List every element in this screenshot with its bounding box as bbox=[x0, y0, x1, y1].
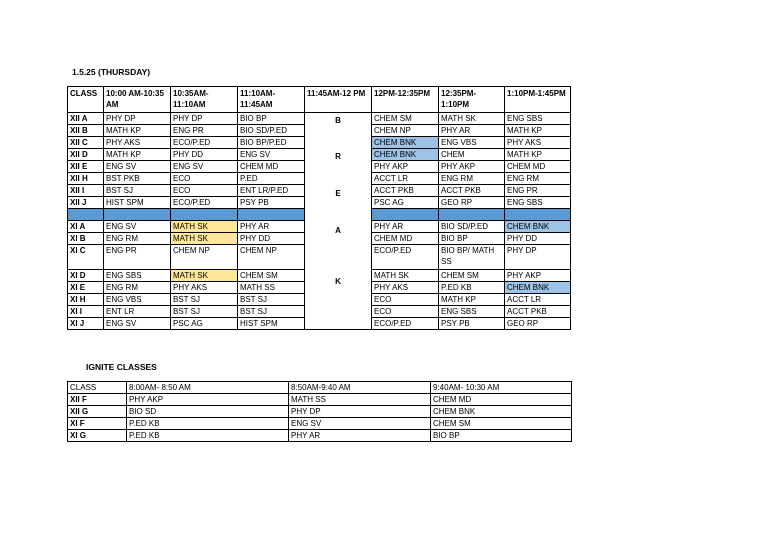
class-cell: XII B bbox=[68, 125, 104, 137]
column-header: 11:45AM-12 PM bbox=[305, 87, 372, 113]
period-cell: MATH SK bbox=[372, 270, 439, 282]
period-cell: PHY AKS bbox=[104, 137, 171, 149]
header-row bbox=[68, 87, 571, 113]
period-cell: BIO SD/P.ED bbox=[238, 125, 305, 137]
period-cell: ECO bbox=[372, 294, 439, 306]
period-cell: ENG VBS bbox=[104, 294, 171, 306]
period-cell: PHY AR bbox=[238, 221, 305, 233]
period-cell: CHEM SM bbox=[439, 270, 505, 282]
column-header: 8:00AM- 8:50 AM bbox=[127, 382, 289, 394]
class-cell: XII C bbox=[68, 137, 104, 149]
separator-cell bbox=[439, 209, 505, 221]
column-header: 12PM-12:35PM bbox=[372, 87, 439, 113]
table-row bbox=[68, 418, 572, 430]
period-cell: BST SJ bbox=[104, 185, 171, 197]
period-cell: P.ED KB bbox=[127, 430, 289, 442]
period-cell: PHY AKP bbox=[127, 394, 289, 406]
break-letter: R bbox=[335, 152, 341, 161]
period-cell: CHEM BNK bbox=[431, 406, 572, 418]
timetable bbox=[67, 86, 571, 330]
period-cell: BIO SD bbox=[127, 406, 289, 418]
period-cell: ENG PR bbox=[171, 125, 238, 137]
period-cell: ENG SV bbox=[238, 149, 305, 161]
column-header: 9:40AM- 10:30 AM bbox=[431, 382, 572, 394]
column-header: 12:35PM-1:10PM bbox=[439, 87, 505, 113]
class-cell: XI J bbox=[68, 318, 104, 330]
separator-cell bbox=[238, 209, 305, 221]
period-cell: GEO RP bbox=[439, 197, 505, 209]
break-letter: B bbox=[335, 116, 341, 125]
column-header: 10:00 AM-10:35 AM bbox=[104, 87, 171, 113]
period-cell: CHEM BNK bbox=[505, 282, 571, 294]
period-cell: PHY DP bbox=[104, 113, 171, 125]
period-cell: ENG SBS bbox=[439, 306, 505, 318]
separator-cell bbox=[104, 209, 171, 221]
column-header: 10:35AM-11:10AM bbox=[171, 87, 238, 113]
period-cell: PSC AG bbox=[171, 318, 238, 330]
period-cell: BST SJ bbox=[238, 294, 305, 306]
period-cell: CHEM SM bbox=[372, 113, 439, 125]
period-cell: PHY DD bbox=[238, 233, 305, 245]
table-row bbox=[68, 430, 572, 442]
period-cell: ECO bbox=[372, 306, 439, 318]
period-cell: CHEM SM bbox=[238, 270, 305, 282]
period-cell: CHEM NP bbox=[238, 245, 305, 270]
period-cell: CHEM NP bbox=[171, 245, 238, 270]
period-cell: BST PKB bbox=[104, 173, 171, 185]
period-cell: BIO SD/P.ED bbox=[439, 221, 505, 233]
period-cell: PHY AR bbox=[372, 221, 439, 233]
period-cell: BIO BP bbox=[439, 233, 505, 245]
class-cell: XI A bbox=[68, 221, 104, 233]
period-cell: ENG RM bbox=[505, 173, 571, 185]
period-cell: PHY DP bbox=[171, 113, 238, 125]
break-letter: K bbox=[335, 277, 341, 286]
separator-cell bbox=[171, 209, 238, 221]
period-cell: ENG SBS bbox=[505, 197, 571, 209]
period-cell: CHEM MD bbox=[372, 233, 439, 245]
period-cell: BST SJ bbox=[238, 306, 305, 318]
period-cell: CHEM NP bbox=[372, 125, 439, 137]
table-row bbox=[68, 394, 572, 406]
period-cell: P.ED KB bbox=[127, 418, 289, 430]
period-cell: PHY AKS bbox=[171, 282, 238, 294]
period-cell: ECO/P.ED bbox=[372, 245, 439, 270]
period-cell: ECO/P.ED bbox=[171, 137, 238, 149]
period-cell: ECO/P.ED bbox=[372, 318, 439, 330]
break-letters bbox=[305, 113, 371, 329]
period-cell: HIST SPM bbox=[104, 197, 171, 209]
period-cell: BST SJ bbox=[171, 306, 238, 318]
period-cell: PHY DP bbox=[289, 406, 431, 418]
period-cell: ENG SV bbox=[171, 161, 238, 173]
period-cell: BST SJ bbox=[171, 294, 238, 306]
period-cell: MATH SK bbox=[171, 233, 238, 245]
period-cell: ENG PR bbox=[104, 245, 171, 270]
class-cell: XII F bbox=[68, 394, 127, 406]
class-cell: XII D bbox=[68, 149, 104, 161]
separator-cell bbox=[68, 209, 104, 221]
period-cell: ENG VBS bbox=[439, 137, 505, 149]
period-cell: MATH SK bbox=[439, 113, 505, 125]
period-cell: ECO bbox=[171, 185, 238, 197]
period-cell: MATH KP bbox=[505, 149, 571, 161]
period-cell: PHY AKS bbox=[505, 137, 571, 149]
separator-cell bbox=[372, 209, 439, 221]
class-cell: XII J bbox=[68, 197, 104, 209]
period-cell: MATH SS bbox=[238, 282, 305, 294]
period-cell: BIO BP bbox=[238, 113, 305, 125]
class-cell: XII A bbox=[68, 113, 104, 125]
period-cell: CHEM BNK bbox=[505, 221, 571, 233]
class-cell: XI D bbox=[68, 270, 104, 282]
period-cell: ENG RM bbox=[104, 233, 171, 245]
period-cell: ENG SV bbox=[104, 318, 171, 330]
period-cell: PHY AKP bbox=[505, 270, 571, 282]
class-cell: XII G bbox=[68, 406, 127, 418]
period-cell: ENT LR/P.ED bbox=[238, 185, 305, 197]
break-letter: A bbox=[335, 226, 341, 235]
period-cell: GEO RP bbox=[505, 318, 571, 330]
period-cell: CHEM MD bbox=[238, 161, 305, 173]
period-cell: HIST SPM bbox=[238, 318, 305, 330]
class-cell: XI G bbox=[68, 430, 127, 442]
period-cell: PHY AR bbox=[289, 430, 431, 442]
period-cell: CHEM SM bbox=[431, 418, 572, 430]
period-cell: CHEM MD bbox=[431, 394, 572, 406]
period-cell: MATH KP bbox=[505, 125, 571, 137]
period-cell: PSC AG bbox=[372, 197, 439, 209]
column-header: 11:10AM-11:45AM bbox=[238, 87, 305, 113]
period-cell: ENG SV bbox=[104, 161, 171, 173]
column-header: CLASS bbox=[68, 87, 104, 113]
class-cell: XI H bbox=[68, 294, 104, 306]
class-cell: XII H bbox=[68, 173, 104, 185]
period-cell: ACCT LR bbox=[505, 294, 571, 306]
period-cell: MATH KP bbox=[104, 125, 171, 137]
ignite-header-row bbox=[68, 382, 572, 394]
period-cell: ENG SV bbox=[104, 221, 171, 233]
class-cell: XII E bbox=[68, 161, 104, 173]
period-cell: CHEM MD bbox=[505, 161, 571, 173]
period-cell: ENG RM bbox=[439, 173, 505, 185]
period-cell: BIO BP/P.ED bbox=[238, 137, 305, 149]
period-cell: P.ED bbox=[238, 173, 305, 185]
period-cell: CHEM BNK bbox=[372, 137, 439, 149]
period-cell: ENG SBS bbox=[104, 270, 171, 282]
page-title: 1.5.25 (THURSDAY) bbox=[72, 67, 151, 77]
ignite-title: IGNITE CLASSES bbox=[86, 362, 157, 372]
separator-cell bbox=[505, 209, 571, 221]
column-header: CLASS bbox=[68, 382, 127, 394]
period-cell: ENG SBS bbox=[505, 113, 571, 125]
period-cell: ENG PR bbox=[505, 185, 571, 197]
period-cell: MATH SK bbox=[171, 270, 238, 282]
period-cell: PHY AR bbox=[439, 125, 505, 137]
period-cell: BIO BP/ MATH SS bbox=[439, 245, 505, 270]
column-header: 1:10PM-1:45PM bbox=[505, 87, 571, 113]
period-cell: ECO bbox=[171, 173, 238, 185]
class-cell: XI I bbox=[68, 306, 104, 318]
period-cell: ACCT PKB bbox=[372, 185, 439, 197]
period-cell: MATH KP bbox=[439, 294, 505, 306]
period-cell: PHY AKS bbox=[372, 282, 439, 294]
period-cell: PSY PB bbox=[439, 318, 505, 330]
period-cell: CHEM bbox=[439, 149, 505, 161]
period-cell: PHY DD bbox=[505, 233, 571, 245]
period-cell: CHEM BNK bbox=[372, 149, 439, 161]
class-cell: XII I bbox=[68, 185, 104, 197]
period-cell: ACCT LR bbox=[372, 173, 439, 185]
table-row bbox=[68, 406, 572, 418]
period-cell: ENT LR bbox=[104, 306, 171, 318]
period-cell: ECO/P.ED bbox=[171, 197, 238, 209]
period-cell: MATH KP bbox=[104, 149, 171, 161]
period-cell: PSY PB bbox=[238, 197, 305, 209]
break-letter: E bbox=[335, 189, 341, 198]
break-column bbox=[305, 113, 372, 330]
class-cell: XI B bbox=[68, 233, 104, 245]
class-cell: XI C bbox=[68, 245, 104, 270]
class-cell: XI F bbox=[68, 418, 127, 430]
period-cell: P.ED KB bbox=[439, 282, 505, 294]
class-cell: XI E bbox=[68, 282, 104, 294]
period-cell: ACCT PKB bbox=[505, 306, 571, 318]
ignite-table bbox=[67, 381, 572, 442]
period-cell: MATH SS bbox=[289, 394, 431, 406]
period-cell: BIO BP bbox=[431, 430, 572, 442]
period-cell: MATH SK bbox=[171, 221, 238, 233]
period-cell: ACCT PKB bbox=[439, 185, 505, 197]
period-cell: ENG SV bbox=[289, 418, 431, 430]
period-cell: PHY AKP bbox=[439, 161, 505, 173]
period-cell: PHY DD bbox=[171, 149, 238, 161]
column-header: 8:50AM-9:40 AM bbox=[289, 382, 431, 394]
table-row bbox=[68, 113, 571, 125]
period-cell: PHY DP bbox=[505, 245, 571, 270]
period-cell: PHY AKP bbox=[372, 161, 439, 173]
period-cell: ENG RM bbox=[104, 282, 171, 294]
